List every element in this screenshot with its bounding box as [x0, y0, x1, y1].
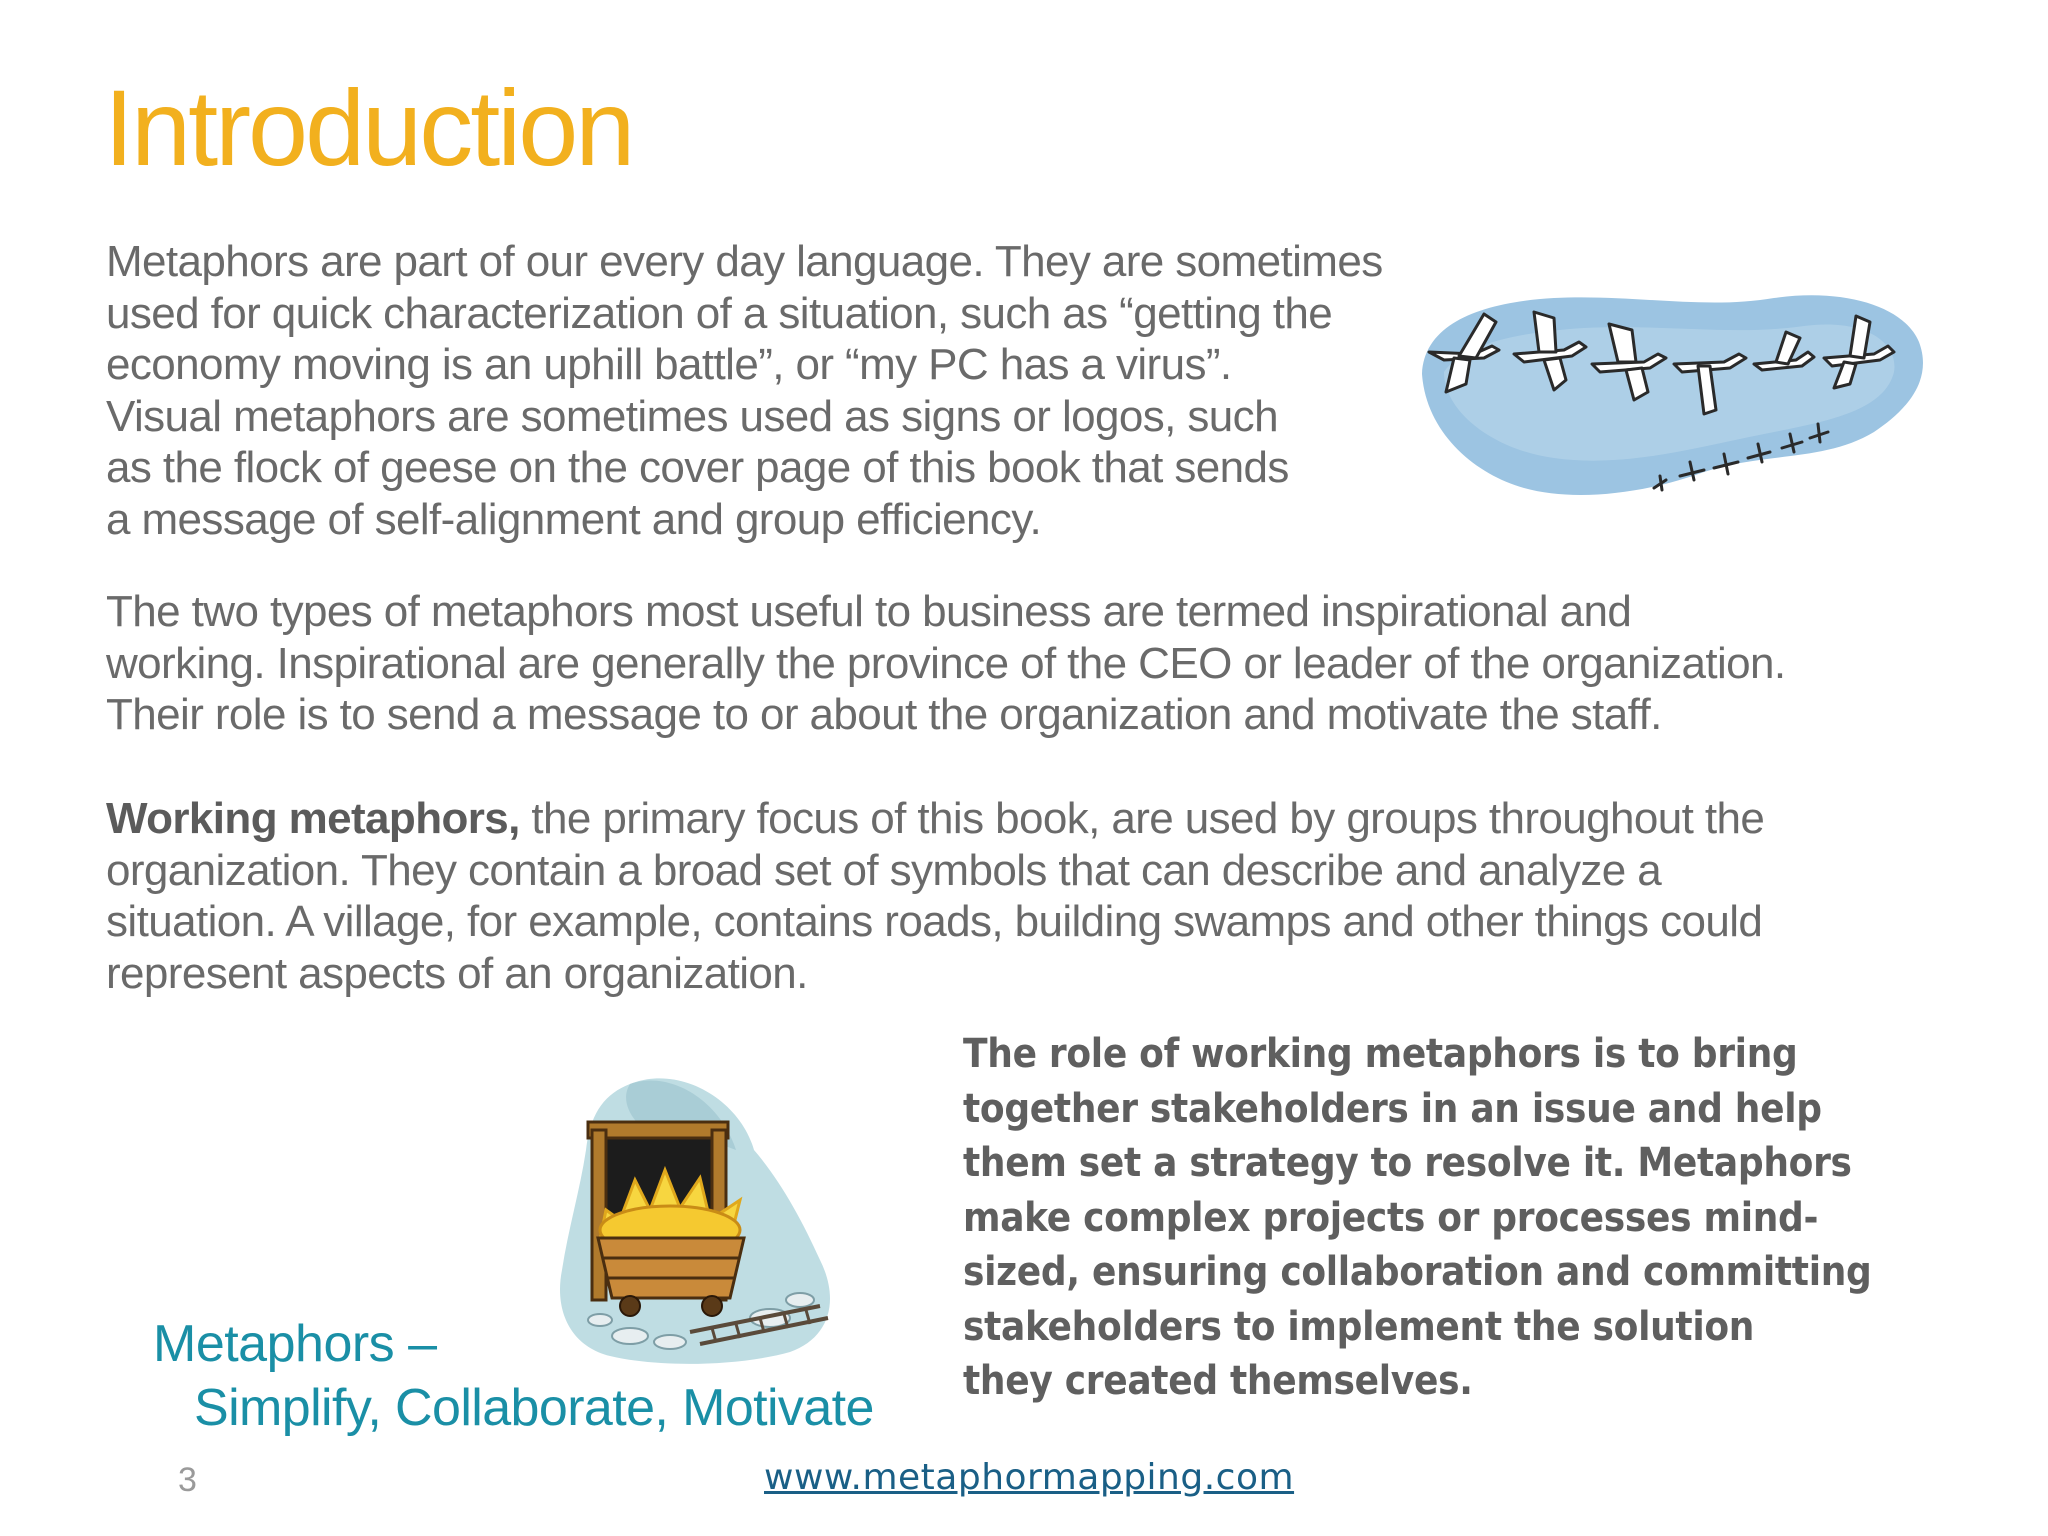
gold-mine-illustration	[540, 1070, 840, 1370]
intro-line: as the flock of geese on the cover page of this book that sends	[106, 443, 1289, 492]
working-metaphors-paragraph	[106, 793, 1956, 999]
types-line: Their role is to send a message to or about the organization and motivate the staff.	[106, 690, 1662, 739]
callout-line: The role of working metaphors is to bring	[963, 1031, 1798, 1077]
page-title: Introduction	[104, 67, 633, 188]
callout-line: stakeholders to implement the solution	[963, 1303, 1755, 1350]
intro-paragraph	[106, 236, 1456, 545]
page-number: 3	[178, 1461, 197, 1499]
footer-website-link[interactable]: www.metaphormapping.com	[764, 1457, 1295, 1498]
callout-line: make complex projects or processes mind-	[963, 1194, 1819, 1241]
geese-illustration	[1404, 262, 1924, 512]
working-line: organization. They contain a broad set of symbols that can describe and analyze a	[106, 845, 1662, 895]
working-line: represent aspects of an organization.	[106, 948, 808, 998]
tagline-sub: Simplify, Collaborate, Motivate	[194, 1379, 874, 1437]
working-line: situation. A village, for example, contains roads, building swamps and other things could	[106, 897, 1763, 946]
callout-text	[963, 1027, 1963, 1409]
intro-line: used for quick characterization of a situation, such as “getting the	[106, 288, 1333, 338]
business-types-paragraph	[106, 586, 1956, 741]
callout-line: them set a strategy to resolve it. Metaphors	[963, 1140, 1852, 1186]
working-line-rest: the primary focus of this book, are used by groups throughout the	[519, 794, 1765, 843]
callout-line: they created themselves.	[963, 1358, 1473, 1404]
intro-line: Metaphors are part of our every day language. They are sometimes	[106, 237, 1383, 286]
intro-line: Visual metaphors are sometimes used as signs or logos, such	[106, 391, 1278, 441]
callout-line: together stakeholders in an issue and help	[963, 1085, 1822, 1132]
types-line: working. Inspirational are generally the province of the CEO or leader of the organization.	[106, 638, 1786, 688]
intro-line: economy moving is an uphill battle”, or “my PC has a virus”.	[106, 340, 1232, 389]
working-metaphors-term: Working metaphors,	[106, 794, 520, 843]
types-line: The two types of metaphors most useful to business are termed inspirational and	[106, 587, 1632, 636]
tagline-main: Metaphors –	[153, 1315, 437, 1373]
intro-line: a message of self-alignment and group efficiency.	[106, 494, 1042, 544]
working-line	[106, 793, 1956, 845]
callout-line: sized, ensuring collaboration and committing	[963, 1249, 1872, 1295]
